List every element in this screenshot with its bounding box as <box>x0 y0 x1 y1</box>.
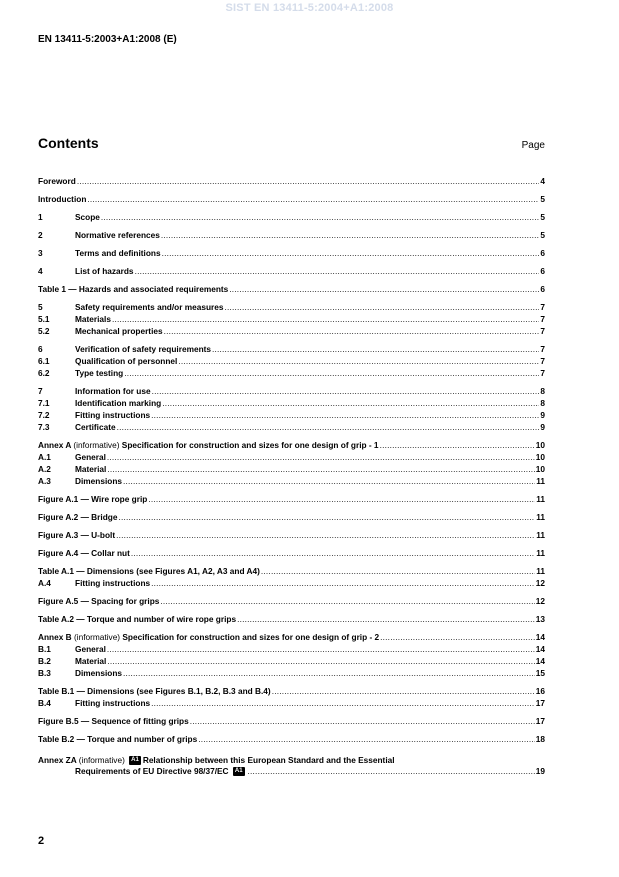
toc-entry[interactable] <box>38 212 545 223</box>
amendment-end-icon: A1 <box>234 768 243 775</box>
leader-dots <box>107 644 535 655</box>
toc-page-number: 8 <box>540 386 545 396</box>
toc-entry-title: Table 1 — Hazards and associated requirements <box>38 284 229 294</box>
page-column-header: Page <box>521 140 545 151</box>
page-title: Contents <box>38 135 99 151</box>
leader-dots <box>380 632 535 643</box>
toc-entry-title: Materials <box>75 314 111 324</box>
toc-entry-title: Figure A.2 — Bridge <box>38 512 118 522</box>
toc-section-number: 7.1 <box>38 398 50 408</box>
toc-entry-title: Mechanical properties <box>75 326 163 336</box>
toc-entry-title: Certificate <box>75 422 116 432</box>
toc-page-number: 9 <box>540 422 545 432</box>
annex-note: (informative) <box>73 440 120 450</box>
toc-section-number: 5.2 <box>38 326 50 336</box>
leader-dots <box>178 356 539 367</box>
leader-dots <box>261 566 535 577</box>
toc-entry[interactable] <box>38 596 545 607</box>
leader-dots <box>151 578 535 589</box>
leader-dots <box>272 686 535 697</box>
annex-title: Specification for construction and sizes for one design of grip - 2 <box>122 632 380 642</box>
toc-entry-title: Foreword <box>38 176 76 186</box>
toc-entry[interactable] <box>38 548 545 559</box>
leader-dots <box>229 284 539 295</box>
toc-entry[interactable] <box>38 512 545 523</box>
toc-section-number: A.4 <box>38 578 51 588</box>
toc-entry[interactable] <box>38 344 545 355</box>
annex-za-title-line2: Requirements of EU Directive 98/37/EC <box>75 766 229 776</box>
leader-dots <box>212 344 539 355</box>
toc-entry-title: Terms and definitions <box>75 248 161 258</box>
toc-entry[interactable] <box>38 716 545 727</box>
toc-entry-title: Table B.2 — Torque and number of grips <box>38 734 198 744</box>
toc-entry-title: Dimensions <box>75 668 123 678</box>
toc-section-number: 7.3 <box>38 422 50 432</box>
toc-page-number: 12 <box>535 596 545 606</box>
leader-dots <box>162 398 539 409</box>
toc-section-number: 6.1 <box>38 356 50 366</box>
toc-entry-annex-za[interactable] <box>38 755 545 777</box>
toc-entry[interactable] <box>38 386 545 397</box>
toc-entry[interactable] <box>38 398 545 409</box>
toc-page-number: 11 <box>536 476 545 486</box>
toc-entry[interactable] <box>38 698 545 709</box>
toc-entry[interactable] <box>38 464 545 475</box>
toc-section-number: 2 <box>38 230 43 240</box>
toc-entry-title: Qualification of personnel <box>75 356 178 366</box>
toc-page-number: 10 <box>535 464 545 474</box>
toc-section-number: 6.2 <box>38 368 50 378</box>
toc-page-number: 6 <box>540 284 545 294</box>
toc-entry[interactable] <box>38 176 545 187</box>
toc-page-number: 17 <box>535 698 545 708</box>
leader-dots <box>237 614 535 625</box>
leader-dots <box>164 326 540 337</box>
toc-entry-title: Figure A.5 — Spacing for grips <box>38 596 160 606</box>
leader-dots <box>131 548 535 559</box>
toc-entry-title: Material <box>75 656 107 666</box>
toc-section-number: 7 <box>38 386 43 396</box>
toc-entry[interactable] <box>38 656 545 667</box>
leader-dots <box>152 386 540 397</box>
document-id: EN 13411-5:2003+A1:2008 (E) <box>38 34 177 45</box>
annex-note: (informative) <box>73 632 121 642</box>
leader-dots <box>248 766 535 777</box>
toc-entry-title: Dimensions <box>75 476 123 486</box>
toc-entry-title: Safety requirements and/or measures <box>75 302 224 312</box>
leader-dots <box>380 440 535 451</box>
toc-entry[interactable] <box>38 632 545 643</box>
toc-entry[interactable] <box>38 230 545 241</box>
toc-page-number: 11 <box>536 566 545 576</box>
leader-dots <box>135 266 540 277</box>
toc-entry[interactable] <box>38 356 545 367</box>
leader-dots <box>101 212 539 223</box>
leader-dots <box>117 422 540 433</box>
leader-dots <box>148 494 535 505</box>
toc-page-number: 19 <box>535 766 545 776</box>
annex-prefix: Annex A <box>38 440 72 450</box>
toc-page-number: 11 <box>536 548 545 558</box>
toc-entry-title: Figure A.1 — Wire rope grip <box>38 494 148 504</box>
annex-za-prefix: Annex ZA <box>38 755 77 765</box>
leader-dots <box>87 194 539 205</box>
toc-page-number: 10 <box>535 452 545 462</box>
toc-entry[interactable] <box>38 476 545 487</box>
leader-dots <box>77 176 540 187</box>
toc-entry[interactable] <box>38 410 545 421</box>
toc-page-number: 7 <box>540 368 545 378</box>
watermark: SIST EN 13411-5:2004+A1:2008 <box>225 2 394 14</box>
toc-entry[interactable] <box>38 578 545 589</box>
leader-dots <box>160 596 534 607</box>
toc-section-number: 3 <box>38 248 43 258</box>
toc-entry[interactable] <box>38 734 545 745</box>
toc-entry-title: General <box>75 644 106 654</box>
annex-title: Specification for construction and sizes for one design of grip - 1 <box>121 440 379 450</box>
toc-section-number: B.1 <box>38 644 51 654</box>
toc-page-number: 7 <box>540 302 545 312</box>
toc-entry-title: Type testing <box>75 368 124 378</box>
toc-page-number: 6 <box>540 248 545 258</box>
toc-page-number: 5 <box>540 230 545 240</box>
annex-prefix: Annex B <box>38 632 72 642</box>
toc-entry[interactable] <box>38 668 545 679</box>
toc-section-number: A.1 <box>38 452 51 462</box>
toc-entry-title: Figure B.5 — Sequence of fitting grips <box>38 716 189 726</box>
toc-page-number: 5 <box>540 194 545 204</box>
leader-dots <box>151 698 535 709</box>
toc-entry[interactable] <box>38 494 545 505</box>
toc-section-number: A.3 <box>38 476 51 486</box>
toc-entry[interactable] <box>38 326 545 337</box>
toc-entry-title: Figure A.4 — Collar nut <box>38 548 130 558</box>
toc-page-number: 4 <box>540 176 545 186</box>
toc-section-number: A.2 <box>38 464 51 474</box>
toc-entry[interactable] <box>38 266 545 277</box>
toc-entry-title: Scope <box>75 212 100 222</box>
leader-dots <box>162 248 540 259</box>
toc-page-number: 5 <box>540 212 545 222</box>
leader-dots <box>112 314 539 325</box>
toc-entry-title <box>38 440 379 451</box>
toc-entry[interactable] <box>38 614 545 625</box>
toc-entry[interactable] <box>38 566 545 577</box>
toc-entry[interactable] <box>38 452 545 463</box>
toc-entry-title: Fitting instructions <box>75 698 151 708</box>
toc-entry-title: Table A.1 — Dimensions (see Figures A1, A2, A3 and A4) <box>38 566 260 576</box>
toc-entry-title: Fitting instructions <box>75 578 151 588</box>
toc-section-number: 6 <box>38 344 43 354</box>
toc-page-number: 14 <box>535 632 545 642</box>
toc-entry-title: Normative references <box>75 230 160 240</box>
toc-entry[interactable] <box>38 644 545 655</box>
toc-entry[interactable] <box>38 302 545 313</box>
toc-entry[interactable] <box>38 422 545 433</box>
toc-entry[interactable] <box>38 686 545 697</box>
toc-entry-title: Material <box>75 464 107 474</box>
toc-page-number: 7 <box>540 314 545 324</box>
toc-page-number: 7 <box>540 344 545 354</box>
toc-page-number: 15 <box>535 668 545 678</box>
leader-dots <box>107 452 535 463</box>
leader-dots <box>116 530 535 541</box>
leader-dots <box>124 368 539 379</box>
toc-entry[interactable] <box>38 440 545 451</box>
leader-dots <box>190 716 535 727</box>
toc-entry-title: Figure A.3 — U-bolt <box>38 530 116 540</box>
toc-section-number: 7.2 <box>38 410 50 420</box>
leader-dots <box>123 476 535 487</box>
toc-entry-title: Table B.1 — Dimensions (see Figures B.1, B.2, B.3 and B.4) <box>38 686 271 696</box>
toc-page-number: 7 <box>540 326 545 336</box>
toc-entry-title <box>38 632 379 643</box>
toc-entry-title: Identification marking <box>75 398 162 408</box>
toc-page-number: 18 <box>535 734 545 744</box>
toc-entry-title: Verification of safety requirements <box>75 344 212 354</box>
leader-dots <box>151 410 539 421</box>
toc-section-number: B.2 <box>38 656 51 666</box>
leader-dots <box>161 230 540 241</box>
leader-dots <box>107 464 534 475</box>
leader-dots <box>107 656 534 667</box>
toc-section-number: 5.1 <box>38 314 50 324</box>
toc-page-number: 6 <box>540 266 545 276</box>
toc-page-number: 17 <box>535 716 545 726</box>
toc-page-number: 7 <box>540 356 545 366</box>
toc-entry-title: General <box>75 452 106 462</box>
toc-page-number: 10 <box>535 440 545 450</box>
toc-page-number: 13 <box>535 614 545 624</box>
toc-entry-title: Table A.2 — Torque and number of wire rope grips <box>38 614 237 624</box>
toc-section-number: 1 <box>38 212 43 222</box>
toc-entry-title: List of hazards <box>75 266 134 276</box>
annex-za-title-line1: Relationship between this European Standard and the Essential <box>142 755 395 765</box>
toc-entry[interactable] <box>38 194 545 205</box>
annex-za-note: (informative) <box>78 755 125 765</box>
toc-page-number: 12 <box>535 578 545 588</box>
toc-page-number: 9 <box>540 410 545 420</box>
toc-page-number: 11 <box>536 530 545 540</box>
toc-section-number: B.3 <box>38 668 51 678</box>
toc-page-number: 11 <box>536 494 545 504</box>
page-number: 2 <box>38 835 45 847</box>
toc-page-number: 14 <box>535 644 545 654</box>
amendment-start-icon: A1 <box>131 757 139 764</box>
toc-entry[interactable] <box>38 314 545 325</box>
toc-entry[interactable] <box>38 368 545 379</box>
leader-dots <box>224 302 539 313</box>
toc-entry[interactable] <box>38 530 545 541</box>
leader-dots <box>123 668 535 679</box>
toc-entry-title: Information for use <box>75 386 151 396</box>
toc-page-number: 11 <box>536 512 545 522</box>
toc-entry[interactable] <box>38 248 545 259</box>
toc-page-number: 8 <box>540 398 545 408</box>
toc-entry-title: Introduction <box>38 194 87 204</box>
toc-page-number: 14 <box>535 656 545 666</box>
toc-entry-title: Fitting instructions <box>75 410 151 420</box>
toc-section-number: 5 <box>38 302 43 312</box>
toc-section-number: 4 <box>38 266 43 276</box>
leader-dots <box>118 512 535 523</box>
toc-page-number: 16 <box>535 686 545 696</box>
leader-dots <box>198 734 535 745</box>
toc-section-number: B.4 <box>38 698 51 708</box>
toc-entry[interactable] <box>38 284 545 295</box>
